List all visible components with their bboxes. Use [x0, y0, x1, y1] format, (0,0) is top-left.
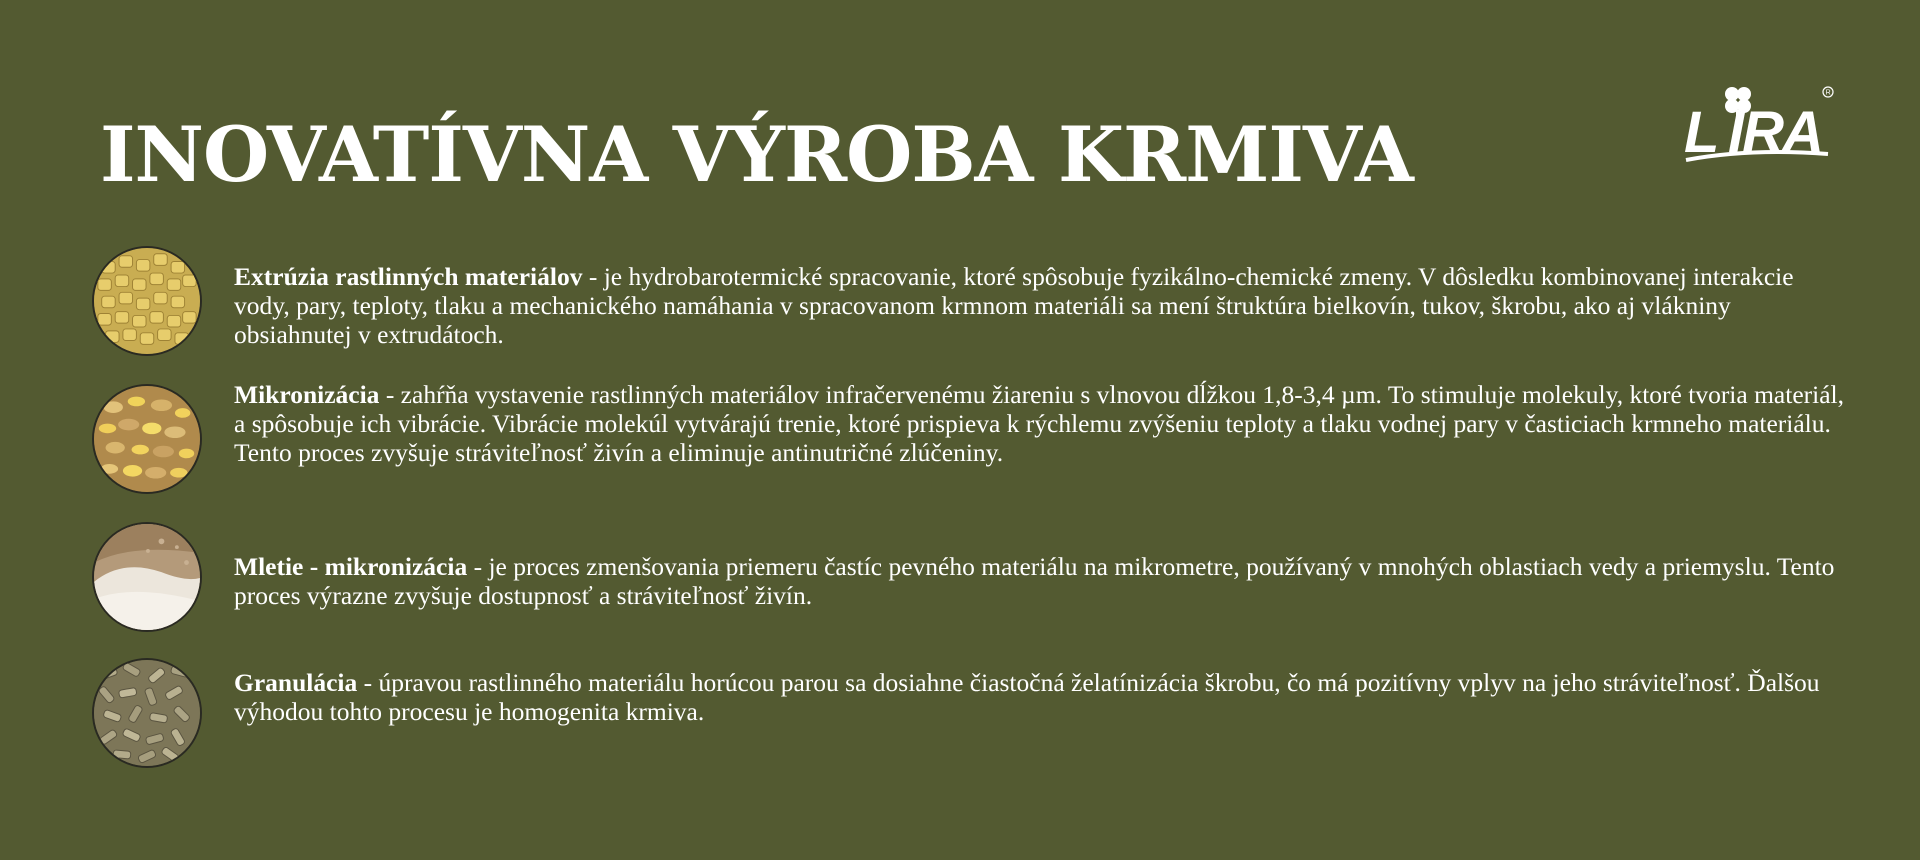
- item-term: Granulácia: [234, 668, 358, 697]
- item-term: Mletie - mikronizácia: [234, 552, 468, 581]
- feed-pellets-image: [92, 658, 202, 768]
- item-term: Extrúzia rastlinných materiálov: [234, 262, 583, 291]
- svg-text:R: R: [1825, 89, 1831, 97]
- extruded-pellets-image: [92, 246, 202, 356]
- item-term: Mikronizácia: [234, 380, 380, 409]
- ground-flour-image: [92, 522, 202, 632]
- item-text: - je hydrobarotermické spracovanie, ktoré spôsobuje fyzikálno-chemické zmeny. V dôsledku kombinovanej interakcie vody, pary, teploty, tlaku a mechanického namáhania v spracovanom krmnom materiáli sa mení štruktúra bielkovín, tukov, škrobu, ako aj vlákniny obsiahnutej v extrudátoch.: [234, 262, 1794, 349]
- item-text: - je proces zmenšovania priemeru častíc pevného materiálu na mikrometre, používaný v mnohých oblastiach vedy a priemyslu. Tento proces výrazne zvyšuje dostupnosť a stráviteľnosť živín.: [234, 552, 1835, 610]
- item-description: [234, 380, 1854, 467]
- item-text: - úpravou rastlinného materiálu horúcou parou sa dosiahne čiastočná želatínizácia škrobu, čo má pozitívny vplyv na jeho stráviteľnosť. Ďalšou výhodou tohto procesu je homogenita krmiva.: [234, 668, 1820, 726]
- item-description: [234, 668, 1854, 726]
- item-description: [234, 262, 1854, 349]
- svg-text:IRA: IRA: [1728, 100, 1822, 165]
- page-title: INOVATÍVNA VÝROBA KRMIVA: [100, 110, 1413, 199]
- item-description: [234, 552, 1854, 610]
- micronized-flakes-image: [92, 384, 202, 494]
- lira-logo-icon: [1680, 82, 1840, 166]
- item-text: - zahŕňa vystavenie rastlinných materiálov infračervenému žiareniu s vlnovou dĺžkou 1,8-3,4 µm. To stimuluje molekuly, ktoré tvoria materiál, a spôsobuje ich vibrácie. Vibrácie molekúl vytvárajú trenie, ktoré prispieva k rýchlemu zvýšeniu teploty a tlaku vodnej pary v časticiach krmneho materiálu. Tento proces zvyšuje stráviteľnosť živín a eliminuje antinutričné zlúčeniny.: [234, 380, 1844, 467]
- svg-text:L: L: [1684, 100, 1718, 165]
